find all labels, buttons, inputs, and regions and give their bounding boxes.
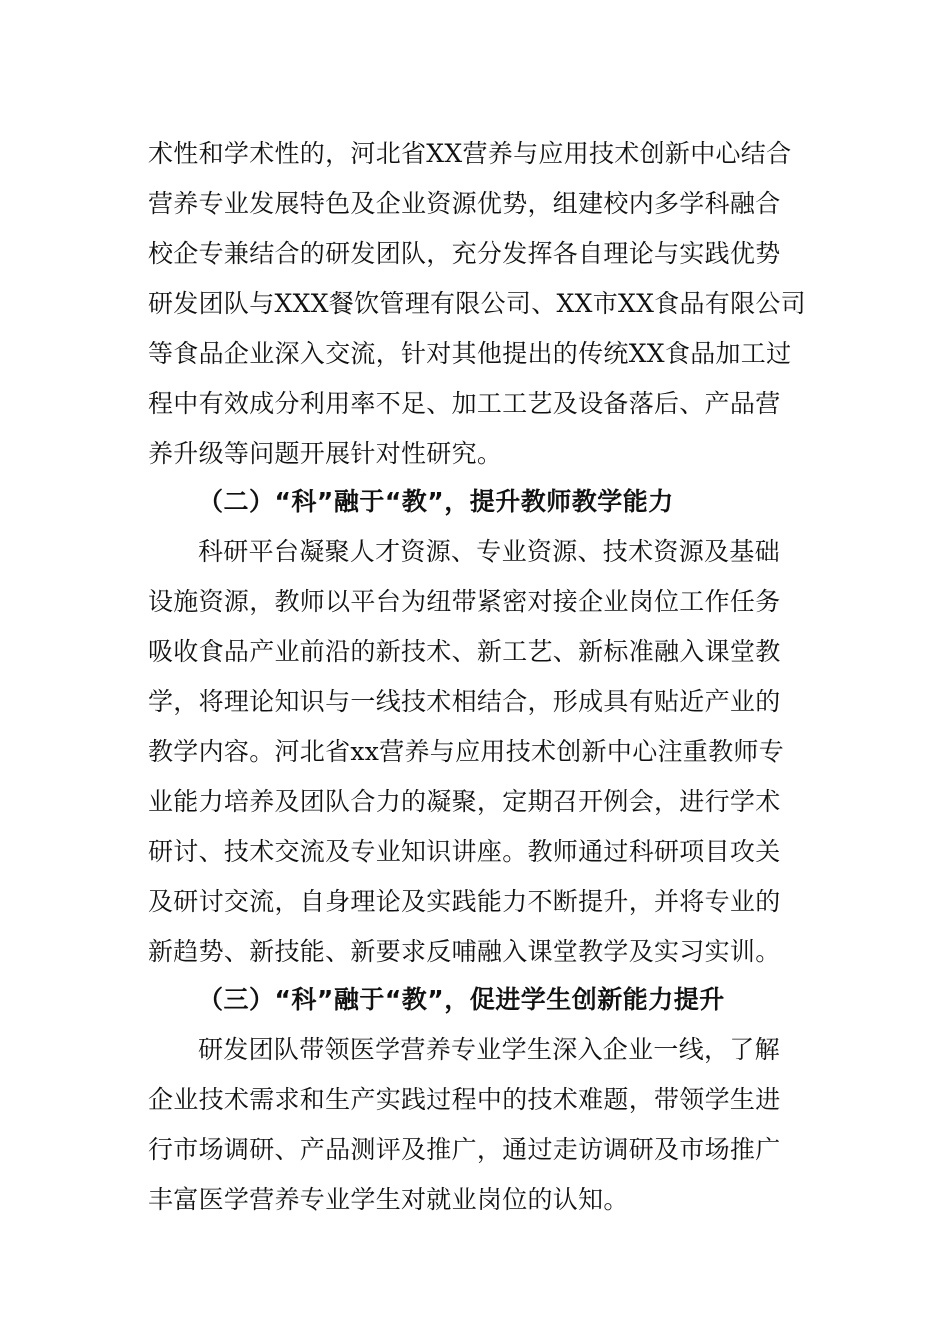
paragraph-1-line-4: 研发团队与XXX餐饮管理有限公司、XX市XX食品有限公司: [148, 289, 806, 318]
section-heading-3: （三）“科”融于“教”，促进学生创新能力提升: [198, 985, 725, 1014]
section-heading-2: （二）“科”融于“教”，提升教师教学能力: [198, 487, 674, 516]
paragraph-3-line-3: 行市场调研、产品测评及推广，通过走访调研及市场推广: [148, 1135, 781, 1164]
paragraph-1-line-6: 程中有效成分利用率不足、加工工艺及设备落后、产品营: [148, 389, 781, 418]
paragraph-2-line-7: 研讨、技术交流及专业知识讲座。教师通过科研项目攻关: [148, 837, 781, 866]
paragraph-2-line-5: 教学内容。河北省xx营养与应用技术创新中心注重教师专: [148, 737, 785, 766]
paragraph-1-line-5: 等食品企业深入交流，针对其他提出的传统XX食品加工过: [148, 339, 792, 368]
paragraph-2-line-2: 设施资源，教师以平台为纽带紧密对接企业岗位工作任务: [148, 587, 781, 616]
paragraph-1-line-1: 术性和学术性的，河北省XX营养与应用技术创新中心结合: [148, 139, 792, 168]
paragraph-2-line-8: 及研讨交流，自身理论及实践能力不断提升，并将专业的: [148, 887, 781, 916]
paragraph-3-line-1: 研发团队带领医学营养专业学生深入企业一线，了解: [198, 1035, 780, 1064]
paragraph-3-line-2: 企业技术需求和生产实践过程中的技术难题，带领学生进: [148, 1085, 781, 1114]
paragraph-1-line-2: 营养专业发展特色及企业资源优势，组建校内多学科融合: [148, 189, 781, 218]
paragraph-2-line-9: 新趋势、新技能、新要求反哺融入课堂教学及实习实训。: [148, 937, 781, 966]
paragraph-2-line-3: 吸收食品产业前沿的新技术、新工艺、新标准融入课堂教: [148, 637, 781, 666]
paragraph-1-line-7: 养升级等问题开展针对性研究。: [148, 439, 503, 468]
paragraph-2-line-4: 学，将理论知识与一线技术相结合，形成具有贴近产业的: [148, 687, 781, 716]
paragraph-2-line-6: 业能力培养及团队合力的凝聚，定期召开例会，进行学术: [148, 787, 781, 816]
paragraph-2-line-1: 科研平台凝聚人才资源、专业资源、技术资源及基础: [198, 537, 780, 566]
paragraph-1-line-3: 校企专兼结合的研发团队，充分发挥各自理论与实践优势: [148, 239, 781, 268]
paragraph-3-line-4: 丰富医学营养专业学生对就业岗位的认知。: [148, 1185, 629, 1214]
